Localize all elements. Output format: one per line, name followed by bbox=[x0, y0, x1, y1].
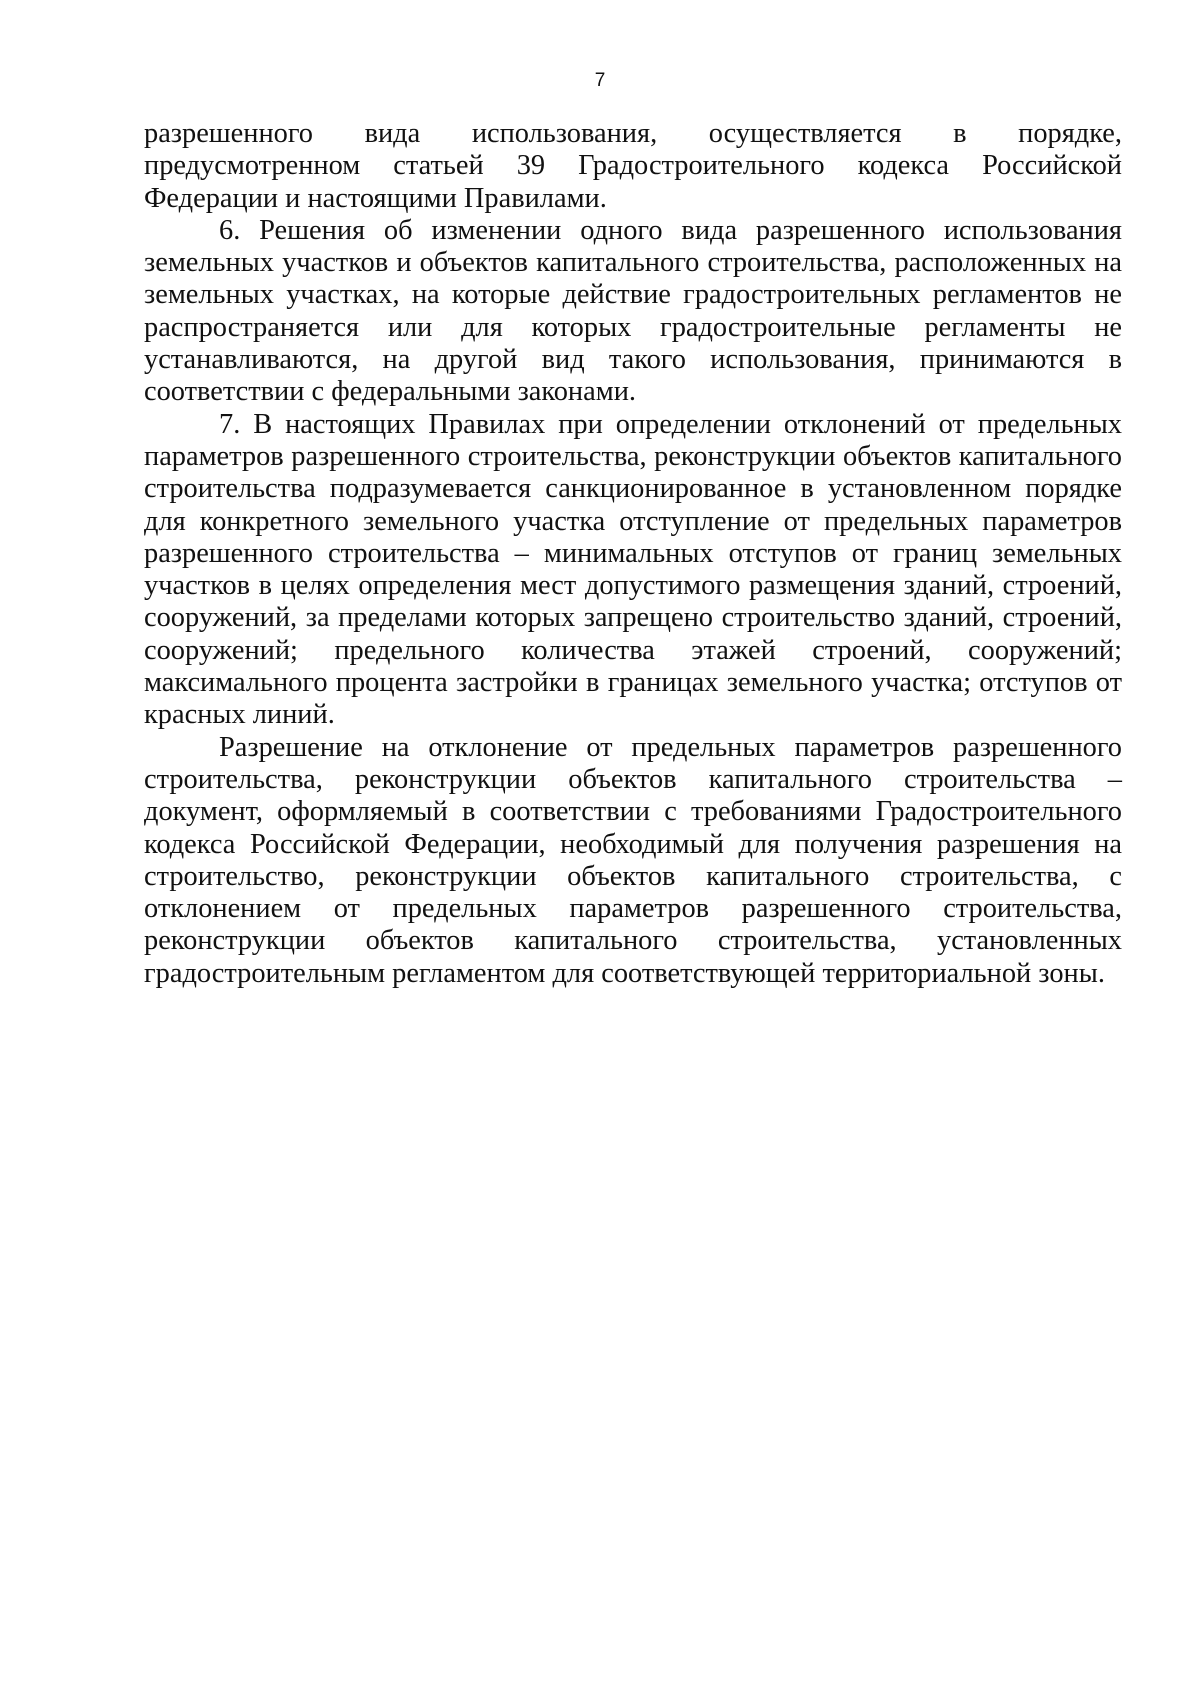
document-body bbox=[144, 118, 1122, 990]
paragraph-continuation: разрешенного вида использования, осуществляется в порядке, предусмотренном статьей 39 Градостроительного кодекса Российской Федерации и настоящими Правилами. bbox=[144, 118, 1122, 214]
paragraph-permit-definition: Разрешение на отклонение от предельных параметров разрешенного строительства, реконструкции объектов капитального строительства – документ, оформляемый в соответствии с требованиями Градостроительного кодекса Российской Федерации, необходимый для получения разрешения на строительство, реконструкции объектов капитального строительства, с отклонением от предельных параметров разрешенного строительства, реконструкции объектов капитального строительства, установленных градостроительным регламентом для соответствующей территориальной зоны. bbox=[144, 731, 1122, 989]
paragraph-item-7: 7. В настоящих Правилах при определении отклонений от предельных параметров разрешенного строительства, реконструкции объектов капитального строительства подразумевается санкционированное в установленном порядке для конкретного земельного участка отступление от предельных параметров разрешенного строительства – минимальных отступов от границ земельных участков в целях определения мест допустимого размещения зданий, строений, сооружений, за пределами которых запрещено строительство зданий, строений, сооружений; предельного количества этажей строений, сооружений; максимального процента застройки в границах земельного участка; отступов от красных линий. bbox=[144, 408, 1122, 731]
paragraph-item-6: 6. Решения об изменении одного вида разрешенного использования земельных участков и объектов капитального строительства, расположенных на земельных участках, на которые действие градостроительных регламентов не распространяется или для которых градостроительные регламенты не устанавливаются, на другой вид такого использования, принимаются в соответствии с федеральными законами. bbox=[144, 214, 1122, 408]
page-number: 7 bbox=[594, 70, 606, 91]
